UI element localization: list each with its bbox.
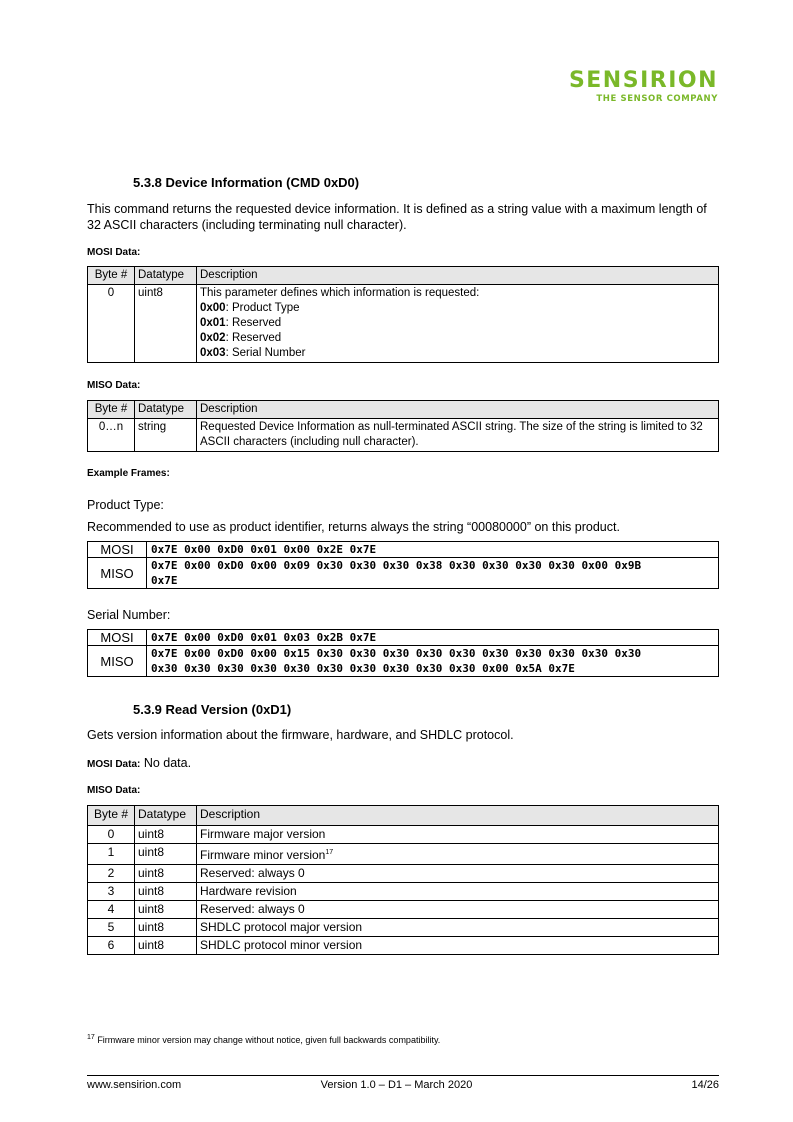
table-row <box>88 865 719 883</box>
product-type-title: Product Type: <box>87 498 164 512</box>
miso-data-label: MISO Data: <box>87 380 141 391</box>
byte-cell: 2 <box>88 865 135 883</box>
frame-bytes-line: 0x7E 0x00 0xD0 0x00 0x15 0x30 0x30 0x30 0x30 0x30 0x30 0x30 0x30 0x30 0x30 <box>151 647 642 660</box>
byte-cell: 4 <box>88 901 135 919</box>
frame-label: MOSI <box>88 542 147 558</box>
byte-cell: 3 <box>88 883 135 901</box>
frame-bytes: 0x7E 0x00 0xD0 0x01 0x03 0x2B 0x7E <box>147 630 719 646</box>
description-cell: Reserved: always 0 <box>197 901 719 919</box>
section-539-intro: Gets version information about the firmware, hardware, and SHDLC protocol. <box>87 728 514 742</box>
frame-row-mosi <box>88 630 719 646</box>
option-code: 0x02 <box>200 332 226 344</box>
miso-table-538 <box>87 400 719 452</box>
serial-number-title: Serial Number: <box>87 608 171 622</box>
mosi-data-value: No data. <box>143 756 192 770</box>
frame-row-miso <box>88 558 719 589</box>
section-538-intro: This command returns the requested device information. It is defined as a string value with a maximum length of 32 ASCII characters (including terminating null character). <box>87 202 707 232</box>
description-cell: Hardware revision <box>197 883 719 901</box>
col-header: Description <box>197 401 719 419</box>
mosi-data-label: MOSI Data: <box>87 247 141 258</box>
datatype-cell: uint8 <box>135 937 197 955</box>
table-row <box>88 883 719 901</box>
col-header: Datatype <box>135 401 197 419</box>
option-line <box>200 301 715 316</box>
datatype-cell: uint8 <box>135 844 197 865</box>
byte-cell: 5 <box>88 919 135 937</box>
datatype-cell: string <box>135 419 197 452</box>
frame-label: MISO <box>88 646 147 677</box>
datatype-cell: uint8 <box>135 919 197 937</box>
product-type-frame-table <box>87 541 719 589</box>
col-header: Byte # <box>88 267 135 285</box>
frame-bytes-line: 0x7E 0x00 0xD0 0x00 0x09 0x30 0x30 0x30 0x38 0x30 0x30 0x30 0x30 0x00 0x9B <box>151 559 642 572</box>
datatype-cell: uint8 <box>135 865 197 883</box>
table-row <box>88 285 719 363</box>
logo-tagline: THE SENSOR COMPANY <box>596 94 718 104</box>
footer-version: Version 1.0 – D1 – March 2020 <box>320 1079 473 1091</box>
byte-cell: 0…n <box>88 419 135 452</box>
table-row <box>88 419 719 452</box>
table-row <box>88 937 719 955</box>
datatype-cell: uint8 <box>135 285 197 363</box>
logo-wordmark: SENSIRION <box>568 68 718 93</box>
option-code: 0x00 <box>200 302 226 314</box>
table-header-row <box>88 806 719 826</box>
table-row <box>88 826 719 844</box>
footer-page-number: 14/26 <box>691 1079 719 1091</box>
footer-divider <box>87 1075 719 1076</box>
table-row <box>88 919 719 937</box>
datatype-cell: uint8 <box>135 901 197 919</box>
description-text: Firmware minor version <box>200 848 326 862</box>
serial-number-frame-table <box>87 629 719 677</box>
frame-bytes <box>147 646 719 677</box>
frame-row-miso <box>88 646 719 677</box>
option-text: : Reserved <box>225 332 282 344</box>
description-intro: This parameter defines which information is requested: <box>200 287 480 299</box>
option-text: : Serial Number <box>225 347 306 359</box>
col-header: Datatype <box>135 267 197 285</box>
col-header: Description <box>197 806 719 826</box>
table-row <box>88 844 719 865</box>
frame-label: MOSI <box>88 630 147 646</box>
description-cell: Requested Device Information as null-terminated ASCII string. The size of the string is limited to 32 ASCII characters (including null character). <box>197 419 719 452</box>
description-cell <box>197 285 719 363</box>
col-header: Byte # <box>88 806 135 826</box>
byte-cell: 0 <box>88 826 135 844</box>
footnote-ref[interactable]: 17 <box>325 849 334 856</box>
footnote-text: Firmware minor version may change without notice, given full backwards compatibility. <box>97 1035 441 1045</box>
frame-bytes: 0x7E 0x00 0xD0 0x01 0x00 0x2E 0x7E <box>147 542 719 558</box>
frame-bytes-line: 0x7E <box>151 574 178 587</box>
mosi-data-line <box>87 756 191 770</box>
section-heading-539: 5.3.9 Read Version (0xD1) <box>133 702 292 717</box>
datatype-cell: uint8 <box>135 883 197 901</box>
table-header-row <box>88 267 719 285</box>
description-cell: Reserved: always 0 <box>197 865 719 883</box>
description-cell: SHDLC protocol major version <box>197 919 719 937</box>
example-frames-label: Example Frames: <box>87 468 170 479</box>
footnote-number: 17 <box>87 1034 95 1041</box>
description-cell: Firmware major version <box>197 826 719 844</box>
section-heading-538: 5.3.8 Device Information (CMD 0xD0) <box>133 175 360 190</box>
option-line <box>200 346 715 361</box>
table-header-row <box>88 401 719 419</box>
option-line <box>200 316 715 331</box>
table-row <box>88 901 719 919</box>
option-text: : Reserved <box>225 317 282 329</box>
sensirion-logo <box>569 70 718 104</box>
col-header: Datatype <box>135 806 197 826</box>
byte-cell: 1 <box>88 844 135 865</box>
option-text: : Product Type <box>225 302 300 314</box>
miso-table-539 <box>87 805 719 955</box>
byte-cell: 0 <box>88 285 135 363</box>
byte-cell: 6 <box>88 937 135 955</box>
description-cell: SHDLC protocol minor version <box>197 937 719 955</box>
col-header: Description <box>197 267 719 285</box>
datatype-cell: uint8 <box>135 826 197 844</box>
frame-row-mosi <box>88 542 719 558</box>
frame-bytes <box>147 558 719 589</box>
option-code: 0x03 <box>200 347 226 359</box>
frame-label: MISO <box>88 558 147 589</box>
product-type-desc: Recommended to use as product identifier, returns always the string “00080000” on this product. <box>87 520 620 534</box>
option-code: 0x01 <box>200 317 226 329</box>
miso-data-label: MISO Data: <box>87 785 141 796</box>
option-line <box>200 331 715 346</box>
footnote <box>87 1034 440 1045</box>
mosi-table-538 <box>87 266 719 363</box>
mosi-data-label: MOSI Data: <box>87 759 141 770</box>
frame-bytes-line: 0x30 0x30 0x30 0x30 0x30 0x30 0x30 0x30 0x30 0x30 0x00 0x5A 0x7E <box>151 662 575 675</box>
description-cell <box>197 844 719 865</box>
footer-website-link[interactable]: www.sensirion.com <box>87 1079 182 1091</box>
col-header: Byte # <box>88 401 135 419</box>
